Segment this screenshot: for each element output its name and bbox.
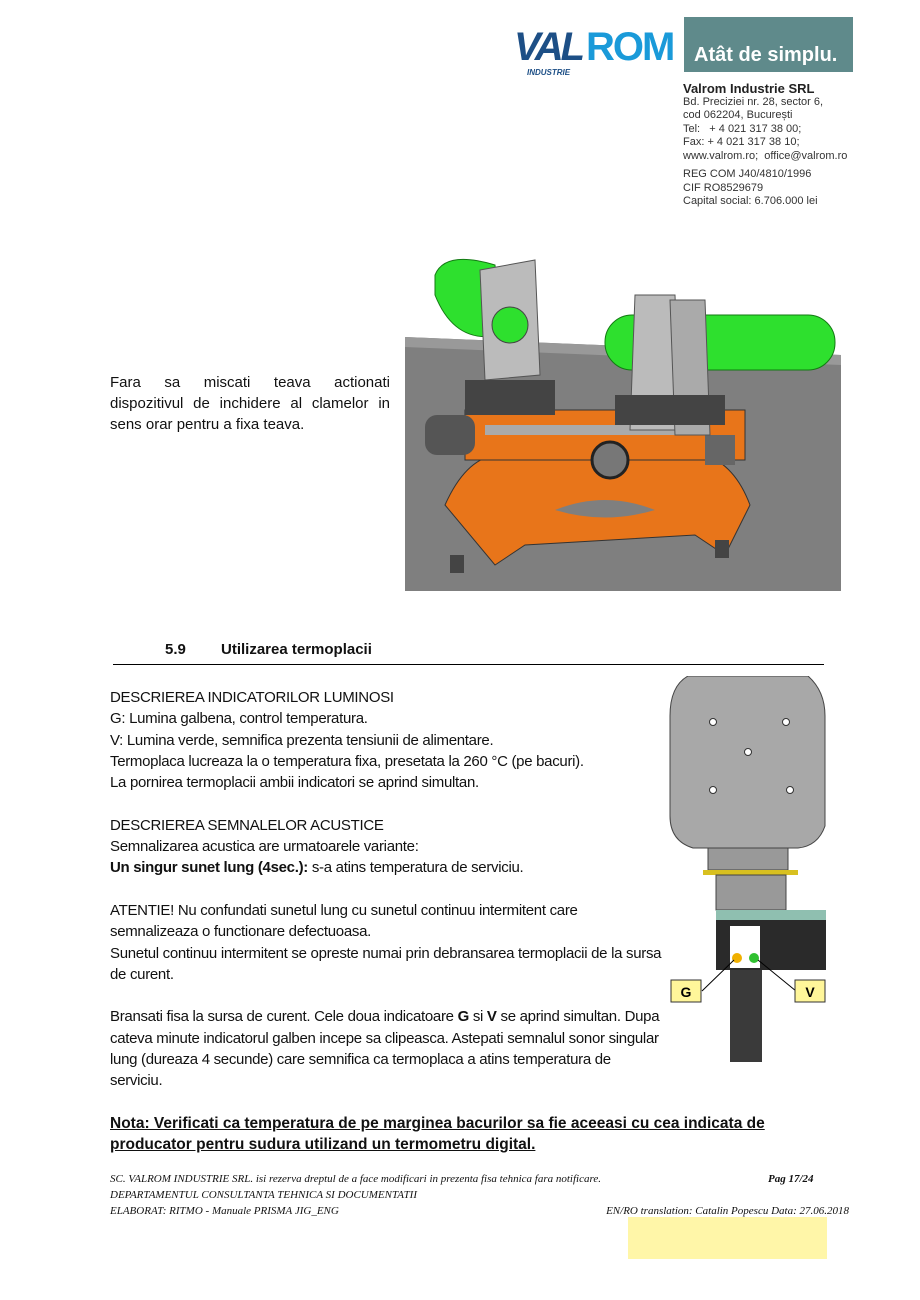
label-v: V (486, 1008, 497, 1026)
signal-label: Un singur sunet lung (4sec.): (110, 859, 308, 877)
address-line: Fax: + 4 021 317 38 10; (683, 136, 800, 148)
heading-rule (113, 664, 824, 665)
footer-department: DEPARTAMENTUL CONSULTANTA TEHNICA SI DOCUMENTATII (110, 1189, 418, 1201)
slogan-banner (684, 17, 853, 72)
intro-text: Fara sa miscati teava actionati dispozitivul de inchidere al clamelor in sens orar pentru a fixa teava. (110, 374, 390, 433)
text-line: ATENTIE! Nu confundati sunetul lung cu sunetul continuu intermitent care semnalizeaza o functionare defectuoasa. (110, 901, 578, 941)
logo-rom: ROM (586, 25, 674, 69)
section-heading (165, 641, 372, 658)
company-info (683, 82, 847, 163)
registration-info (683, 168, 818, 209)
logo (514, 25, 674, 69)
section-title: Utilizarea termoplacii (221, 641, 372, 658)
slogan-text: Atât de simplu. (694, 44, 838, 66)
address-line: Bd. Preciziei nr. 28, sector 6, (683, 95, 824, 108)
clamp-machine-illustration (405, 255, 841, 591)
heating-plate-illustration (668, 676, 828, 1066)
body-text (110, 687, 666, 1092)
text-line: DESCRIEREA INDICATORILOR LUMINOSI (110, 689, 394, 706)
text-line: G: Lumina galbena, control temperatura. (110, 710, 368, 728)
label-g: G (457, 1008, 469, 1026)
paragraph-acoustic (110, 815, 666, 879)
page-number: Pag 17/24 (768, 1173, 814, 1185)
logo-industrie: INDUSTRIE (527, 68, 571, 77)
paragraph-connect (110, 1006, 666, 1091)
text-line: Semnalizarea acustica are urmatoarele variante: (110, 838, 419, 856)
text-part: se aprind simultan. Dupa cateva minute indicatorul galben incepe sa clipeasca. Astepati semnalul sonor singular lung (dureaza 4 secunde) care semnifica ca termoplaca a atins temperatura de serviciu. (110, 1008, 660, 1090)
logo-val: VAL (514, 25, 583, 69)
highlight-box (628, 1217, 827, 1259)
section-number: 5.9 (165, 641, 186, 658)
text-part: si (468, 1008, 487, 1026)
address-line: Tel: + 4 021 317 38 00; (683, 122, 802, 135)
address-line: cod 062204, București (683, 109, 793, 121)
figure-label-g: G (680, 984, 692, 1000)
reg-line: Capital social: 6.706.000 lei (683, 195, 818, 207)
text-part: Bransati fisa la sursa de curent. Cele doua indicatoare (110, 1008, 458, 1026)
text-line: V: Lumina verde, semnifica prezenta tensiunii de alimentare. (110, 731, 494, 749)
signal-text: s-a atins temperatura de serviciu. (307, 859, 524, 877)
note: Nota: Verificati ca temperatura de pe marginea bacurilor sa fie aceeasi cu cea indicata de producator pentru sudura utilizand un termometru digital. (110, 1114, 765, 1153)
footer-elaborat: ELABORAT: RITMO - Manuale PRISMA JIG_ENG (110, 1205, 339, 1217)
paragraph-indicators (110, 687, 666, 793)
paragraph-attention (110, 900, 666, 985)
text-line: DESCRIEREA SEMNALELOR ACUSTICE (110, 816, 384, 834)
text-line: La pornirea termoplacii ambii indicatori se aprind simultan. (110, 774, 479, 792)
reg-line: REG COM J40/4810/1996 (683, 168, 812, 180)
address-line: www.valrom.ro; office@valrom.ro (683, 149, 848, 162)
text-line: Termoplaca lucreaza la o temperatura fixa, presetata la 260 °C (pe bacuri). (110, 752, 584, 770)
figure-label-v: V (805, 984, 815, 1000)
reg-line: CIF RO8529679 (683, 181, 764, 194)
footer-disclaimer: SC. VALROM INDUSTRIE SRL. isi rezerva dreptul de a face modificari in prezenta fisa tehnica fara notificare. (110, 1173, 601, 1185)
footer-translation: EN/RO translation: Catalin Popescu Data: 27.06.2018 (606, 1205, 849, 1217)
text-line: Sunetul continuu intermitent se opreste numai prin debransarea termoplacii de la sursa de curent. (110, 944, 662, 983)
company-name: Valrom Industrie SRL (683, 81, 815, 96)
